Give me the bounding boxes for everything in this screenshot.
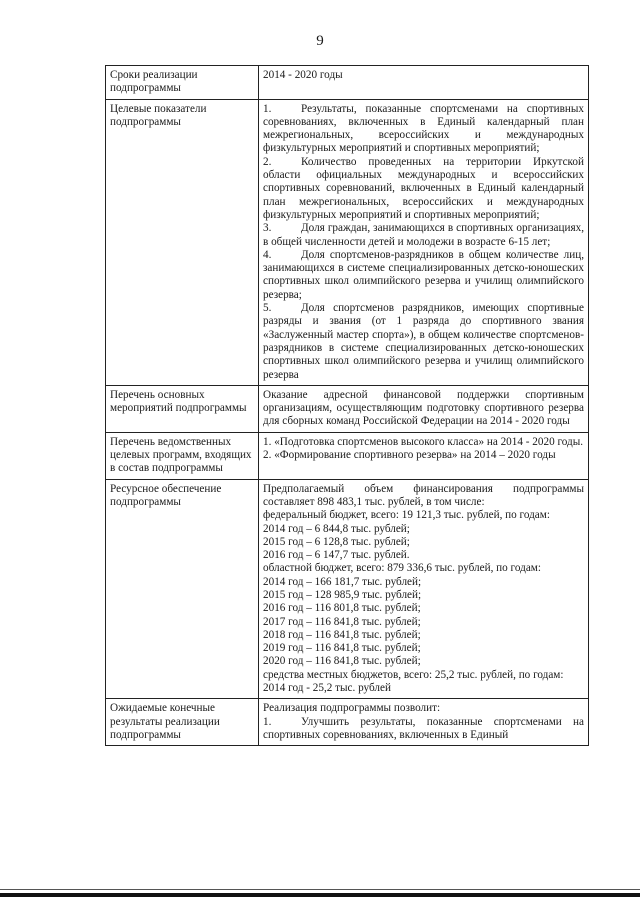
list-item: 2. «Формирование спортивного резерва» на 2014 – 2020 годы: [263, 449, 556, 462]
row-value: 2014 - 2020 годы: [259, 66, 589, 100]
table-row: [106, 699, 589, 746]
funding-line: средства местных бюджетов, всего: 25,2 тыс. рублей, по годам:: [263, 668, 564, 681]
funding-line: 2016 год – 116 801,8 тыс. рублей;: [263, 602, 421, 615]
row-label: Ресурсное обеспечение подпрограммы: [106, 479, 259, 699]
funding-line: 2014 год - 25,2 тыс. рублей: [263, 682, 391, 695]
page-number: 9: [316, 33, 324, 49]
row-value: [259, 99, 589, 385]
funding-line: 2017 год – 116 841,8 тыс. рублей;: [263, 615, 421, 628]
table-row: [106, 99, 589, 385]
row-value: [259, 699, 589, 746]
funding-line: 2014 год – 6 844,8 тыс. рублей;: [263, 522, 410, 535]
list-item: 5. Доля спортсменов разрядников, имеющих спортивные разряды и звания (от 1 разряда до спортивного звания «Заслуженный мастер спорта»), в общем количестве спортсменов-разрядников в системе специализированных детско-юношеских спортивных школ олимпийского резерва и училищ олимпийского резерва: [263, 302, 584, 381]
funding-line: 2019 год – 116 841,8 тыс. рублей;: [263, 642, 421, 655]
list-item: 1. Улучшить результаты, показанные спортсменами на спортивных соревнованиях, включенных в Единый: [263, 715, 584, 741]
table-row: [106, 479, 589, 699]
row-value: [259, 479, 589, 699]
funding-line: 2018 год – 116 841,8 тыс. рублей;: [263, 628, 421, 641]
list-item: 3. Доля граждан, занимающихся в спортивных организациях, в общей численности детей и молодежи в возрасте 6-15 лет;: [263, 222, 584, 248]
funding-intro: Предполагаемый объем финансирования подпрограммы составляет 898 483,1 тыс. рублей, в том числе:: [263, 482, 584, 508]
subprogram-passport-table: [105, 65, 589, 746]
funding-line: 2014 год – 166 181,7 тыс. рублей;: [263, 575, 422, 588]
funding-line: 2020 год – 116 841,8 тыс. рублей;: [263, 655, 421, 668]
row-label: Ожидаемые конечные результаты реализации подпрограммы: [106, 699, 259, 746]
row-value: [259, 432, 589, 479]
list-item: 1. «Подготовка спортсменов высокого класса» на 2014 - 2020 годы.: [263, 435, 584, 448]
funding-line: областной бюджет, всего: 879 336,6 тыс. рублей, по годам:: [263, 562, 541, 575]
funding-line: 2016 год – 6 147,7 тыс. рублей.: [263, 549, 410, 562]
table-row: [106, 432, 589, 479]
list-item: 1. Результаты, показанные спортсменами на спортивных соревнованиях, включенных в Единый календарный план межрегиональных, всероссийских и международных физкультурных мероприятий и спортивных мероприятий;: [263, 102, 584, 155]
table-row: [106, 385, 589, 432]
results-intro: Реализация подпрограммы позволит:: [263, 702, 441, 715]
row-label: Целевые показатели подпрограммы: [106, 99, 259, 385]
page-edge-bar: [0, 893, 640, 897]
row-label: Перечень основных мероприятий подпрограммы: [106, 385, 259, 432]
list-item: 2. Количество проведенных на территории Иркутской области официальных международных и всероссийских спортивных соревнований, включенных в Единый календарный план межрегиональных, всероссийских и международных физкультурных мероприятий и спортивных мероприятий;: [263, 155, 584, 221]
table-row: [106, 66, 589, 100]
list-item: 4. Доля спортсменов-разрядников в общем количестве лиц, занимающихся в системе специализированных детско-юношеских спортивных школ олимпийского резерва и училищ олимпийского резерва;: [263, 248, 584, 301]
funding-line: 2015 год – 6 128,8 тыс. рублей;: [263, 535, 410, 548]
funding-line: федеральный бюджет, всего: 19 121,3 тыс. рублей, по годам:: [263, 509, 550, 522]
funding-line: 2015 год – 128 985,9 тыс. рублей;: [263, 588, 422, 601]
page-edge-line: [0, 889, 640, 890]
row-value: Оказание адресной финансовой поддержки спортивным организациям, осуществляющим подготовку спортивного резерва для сборных команд Российской Федерации на 2014 - 2020 годы: [259, 385, 589, 432]
row-label: Сроки реализации подпрограммы: [106, 66, 259, 100]
row-label: Перечень ведомственных целевых программ, входящих в состав подпрограммы: [106, 432, 259, 479]
